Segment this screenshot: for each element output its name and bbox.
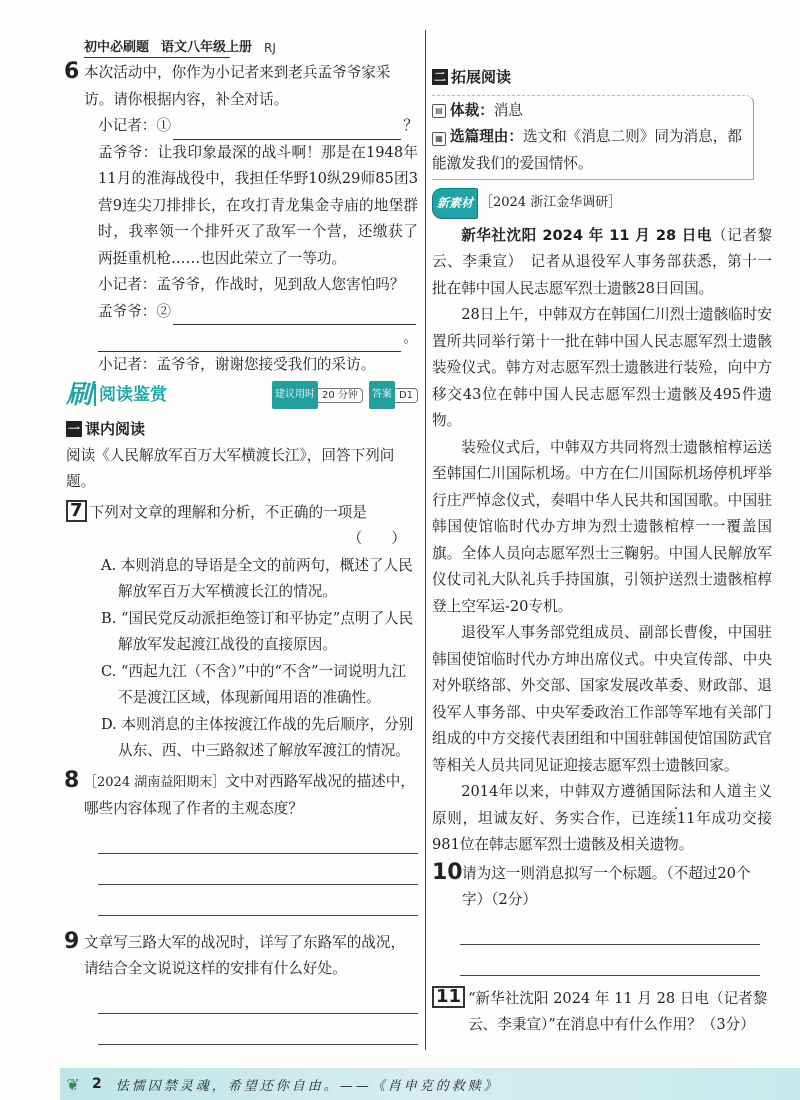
dialog-grandpa-2-cont <box>98 325 418 352</box>
answer-parens[interactable]: （ ） <box>347 530 406 547</box>
question-number: 9 <box>64 928 80 954</box>
choice-c[interactable]: C. “西起九江（不含）”中的“不含”一词说明九江不是渡江区域，体现新闻用语的准确性。 <box>101 662 407 706</box>
news-paragraph-4: 退役军人事务部党组成员、副部长曹俊，中国驻韩国使馆临时代办方坤出席仪式。中央宣传部、中央对外联络部、外交部、国家发展改革委、财政部、退役军人事务部、中央军委政治工作部等军地有关部门组成的中方交接代表团组和中国驻韩国使馆国防武官等相关人员共同见证迎接志愿军烈士遗骸回家。 <box>432 624 772 774</box>
answer-line[interactable] <box>98 983 418 1014</box>
answer-lines-10 <box>432 914 772 976</box>
genre-icon: ▤ <box>432 104 446 118</box>
question-10-prompt: 请为这一则消息拟写一个标题。（不超过20个字）（2分） <box>462 864 751 908</box>
question-10 <box>432 861 772 914</box>
question-8 <box>64 769 418 823</box>
running-header <box>84 38 276 58</box>
reason-label: 选篇理由： <box>450 128 523 145</box>
left-column <box>64 59 418 1100</box>
dialog-punct: ？ <box>403 117 418 134</box>
right-column <box>432 60 772 1100</box>
question-6 <box>64 60 418 113</box>
choice-b[interactable]: B. “国民党反动派拒绝签订和平协定”点明了人民解放军发起渡江战役的直接原因。 <box>101 609 414 653</box>
news-paragraph-2: 28日上午，中韩双方在韩国仁川烈士遗骸临时安置所共同举行第十一批在韩中国人民志愿军烈士遗骸装殓仪式。韩方对志愿军烈士遗骸进行装殓，向中方移交43位在韩中国人民志愿军烈士遗骸及495件遗物。 <box>432 306 772 429</box>
dialog-reporter-1 <box>98 113 418 140</box>
section-brand-bar <box>66 380 418 410</box>
interview-dialog <box>78 113 418 378</box>
news-p1-text: （记者黎云、李秉宣） 记者从退役军人事务部获悉，第十一批在韩中国人民志愿军烈士遗骸28日回国。 <box>432 226 772 297</box>
answer-blank-2a[interactable] <box>173 305 416 325</box>
reading-intro: 阅读《人民解放军百万大军横渡长江》，回答下列问题。 <box>66 446 395 490</box>
answer-line[interactable] <box>98 854 418 885</box>
new-material-row <box>432 188 772 219</box>
section-number-mark: 二 <box>433 70 446 85</box>
edition-code: RJ <box>264 41 276 55</box>
question-number: 6 <box>64 59 80 84</box>
answer-badge-value: D1 <box>395 388 418 403</box>
reason-row <box>432 124 749 177</box>
answer-line[interactable] <box>98 885 418 916</box>
material-source: ［2024 浙江金华调研］ <box>480 195 622 210</box>
new-material-tag: 新素材 <box>432 188 478 219</box>
dialog-label: 孟爷爷：② <box>98 302 171 320</box>
answer-line[interactable] <box>460 945 760 976</box>
choice-d[interactable]: D. 本则消息的主体按渡江作战的先后顺序，分别从东、西、中三路叙述了解放军渡江的情况。 <box>101 715 414 759</box>
answer-badge-label: 答案 <box>369 381 395 410</box>
dialog-label: 小记者：① <box>98 117 171 134</box>
question-8-prompt <box>84 769 418 823</box>
question-9 <box>64 930 418 983</box>
question-6-prompt: 本次活动中，你作为小记者来到老兵孟爷爷家采访。请你根据内容，补全对话。 <box>84 64 391 108</box>
answer-blank-1[interactable] <box>173 120 401 140</box>
question-number-boxed: 7 <box>66 500 87 522</box>
time-badge-value: 20 分钟 <box>318 388 363 403</box>
page-number: 2 <box>92 1076 102 1092</box>
brand-logo <box>66 379 168 410</box>
section-extended-reading <box>432 64 772 91</box>
news-article <box>432 223 772 859</box>
news-paragraph-5 <box>432 779 772 859</box>
badges <box>272 381 418 410</box>
news-p5-a: 2014年以来，中韩双方遵循国际法和人道主义原则，坦诚友好、务实合作，已 <box>432 783 772 827</box>
column-divider <box>425 30 426 1050</box>
page-footer <box>60 1068 800 1100</box>
dialog-grandpa-1: 孟爷爷：让我印象最深的战斗啊！那是在1948年11月的淮海战役中，我担任华野10纵29师85团3营9连尖刀排排长，在攻打青龙集金寺庙的地堡群时，我率领一个排歼灭了敌军一个营，还缴获了两挺重机枪……也因此荣立了一等功。 <box>98 143 418 267</box>
reason-value: 选文和《消息二则》同为消息，都能激发我们的爱国情怀。 <box>432 128 742 172</box>
question-number: 10 <box>432 859 463 885</box>
question-8-text: 文中对西路军战况的描述中，哪些内容体现了作者的主观态度？ <box>84 772 415 817</box>
answer-badge[interactable] <box>369 381 418 410</box>
question-number-boxed: 11 <box>432 986 465 1008</box>
reason-icon: ▦ <box>432 132 446 146</box>
time-badge-label: 建议用时 <box>272 381 318 410</box>
answer-line[interactable] <box>98 823 418 854</box>
subject-title: 语文八年级上册 <box>161 40 253 55</box>
genre-row <box>432 98 749 125</box>
question-source: ［2024 湖南益阳期末］ <box>84 774 226 790</box>
news-dateline: 新华社沈阳 2024 年 11 月 28 日电 <box>461 226 713 244</box>
leaf-icon: ❦ <box>66 1074 80 1094</box>
brand-title: 阅读鉴赏 <box>99 384 168 405</box>
brand-glyph: 刷 <box>66 379 92 410</box>
section-title: 课内阅读 <box>85 420 146 438</box>
section-title: 拓展阅读 <box>451 68 512 86</box>
question-11-prompt: “新华社沈阳 2024 年 11 月 28 日电（记者黎云、李秉宣）”在消息中有什么作用？（3分） <box>468 989 768 1033</box>
section-in-class-reading <box>66 416 418 443</box>
dialog-reporter-2: 小记者：孟爷爷，作战时，见到敌人您害怕吗？ <box>98 276 405 293</box>
answer-line[interactable] <box>98 1014 418 1045</box>
news-paragraph-1 <box>432 223 772 303</box>
genre-label: 体裁： <box>450 101 494 119</box>
emphasized-word: 连续 <box>646 809 677 827</box>
answer-line[interactable] <box>460 914 760 945</box>
choice-list <box>78 553 418 765</box>
question-number: 8 <box>64 767 80 793</box>
reading-info-box <box>432 95 754 181</box>
dialog-reporter-3: 小记者：孟爷爷，谢谢您接受我们的采访。 <box>98 355 376 373</box>
question-11 <box>432 986 772 1039</box>
question-7-prompt: 下列对文章的理解和分析，不正确的一项是 <box>89 503 367 521</box>
answer-blank-2b[interactable] <box>98 332 401 352</box>
news-p5-b: 11年成功交接981位在韩志愿军烈士遗骸及相关遗物。 <box>432 809 772 853</box>
footer-quote: 怯懦囚禁灵魂，希望还你自由。——《肖申克的救赎》 <box>115 1078 500 1094</box>
section-number-mark: 一 <box>67 422 80 437</box>
answer-lines-8 <box>78 823 418 916</box>
choice-a[interactable]: A. 本则消息的导语是全文的前两句，概述了人民解放军百万大军横渡长江的情况。 <box>101 556 413 600</box>
genre-value: 消息 <box>493 101 523 119</box>
news-paragraph-3: 装殓仪式后，中韩双方共同将烈士遗骸棺椁运送至韩国仁川国际机场。中方在仁川国际机场停机坪举行庄严悼念仪式，奏唱中华人民共和国国歌。中国驻韩国使馆临时代办方坤为烈士遗骸棺椁一一覆盖国旗。全体人员向志愿军烈士三鞠躬。中国人民解放军仪仗司礼大队礼兵手持国旗，引领护送烈士遗骸棺椁登上空军运-20专机。 <box>432 438 772 615</box>
question-7 <box>66 500 418 527</box>
book-title: 初中必刷题 <box>84 40 150 55</box>
brand-divider <box>94 384 96 406</box>
answer-line[interactable] <box>464 1039 760 1070</box>
dialog-grandpa-2 <box>98 299 418 326</box>
question-9-prompt: 文章写三路大军的战况时，详写了东路军的战况，请结合全文说说这样的安排有什么好处。 <box>84 933 406 977</box>
dialog-punct: 。 <box>403 329 418 346</box>
time-badge <box>272 381 363 410</box>
